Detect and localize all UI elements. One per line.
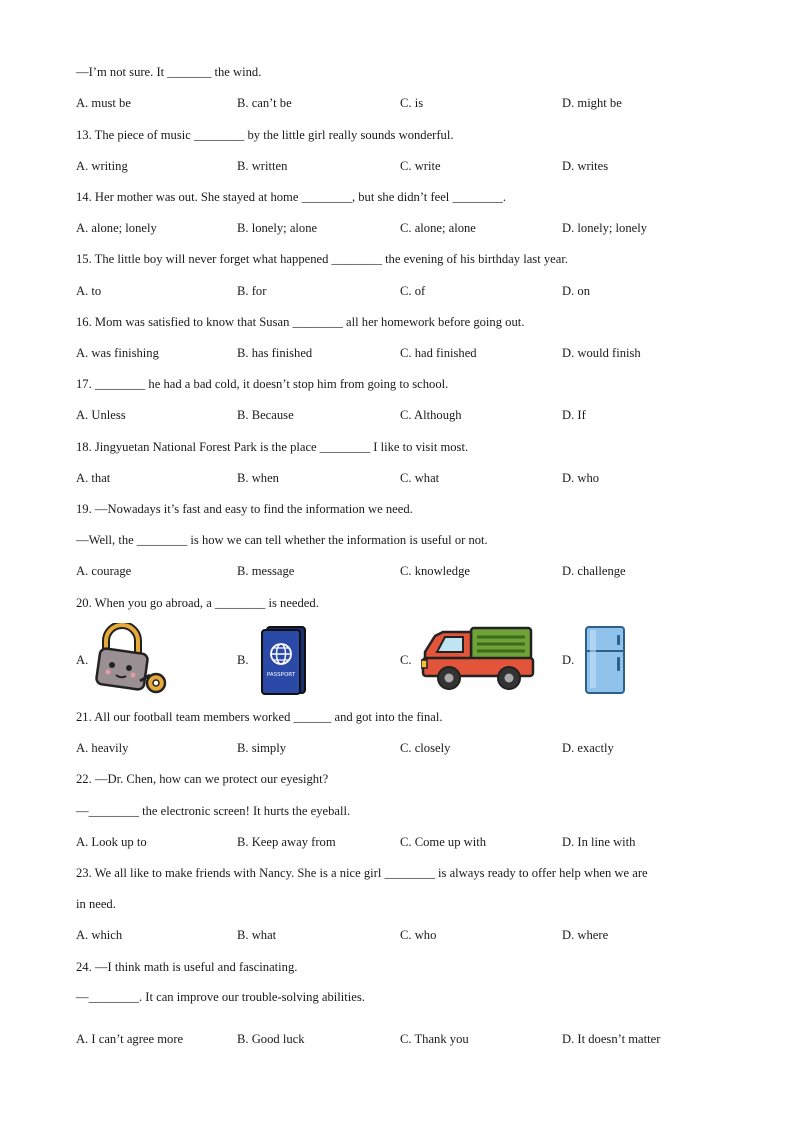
q20-stem: 20. When you go abroad, a ________ is needed. bbox=[76, 596, 319, 610]
q15-option-b: B. for bbox=[237, 284, 267, 298]
q16-stem: 16. Mom was satisfied to know that Susan ________ all her homework before going out. bbox=[76, 315, 525, 329]
q12-option-a: A. must be bbox=[76, 96, 131, 110]
q13-stem: 13. The piece of music ________ by the little girl really sounds wonderful. bbox=[76, 128, 454, 142]
q18-option-a: A. that bbox=[76, 471, 111, 485]
passport-icon bbox=[259, 624, 309, 696]
q15-stem: 15. The little boy will never forget what happened ________ the evening of his birthday last year. bbox=[76, 252, 568, 266]
q24-option-c: C. Thank you bbox=[400, 1032, 469, 1046]
q20-option-b: B. bbox=[237, 653, 249, 667]
q19-option-b: B. message bbox=[237, 564, 295, 578]
q18-option-d: D. who bbox=[562, 471, 600, 485]
padlock-key-icon bbox=[92, 623, 170, 697]
q20-option-c: C. bbox=[400, 653, 412, 667]
q24-option-d: D. It doesn’t matter bbox=[562, 1032, 661, 1046]
q22-option-b: B. Keep away from bbox=[237, 835, 336, 849]
q22-option-d: D. In line with bbox=[562, 835, 636, 849]
q18-option-c: C. what bbox=[400, 471, 440, 485]
q23-option-d: D. where bbox=[562, 928, 609, 942]
q19-option-a: A. courage bbox=[76, 564, 132, 578]
q19-stem: 19. —Nowadays it’s fast and easy to find the information we need. bbox=[76, 502, 413, 516]
q14-option-b: B. lonely; alone bbox=[237, 221, 318, 235]
q23-option-b: B. what bbox=[237, 928, 277, 942]
q17-option-a: A. Unless bbox=[76, 408, 126, 422]
q21-option-b: B. simply bbox=[237, 741, 286, 755]
q23-option-a: A. which bbox=[76, 928, 123, 942]
q22-option-c: C. Come up with bbox=[400, 835, 487, 849]
passport-cover-label: PASSPORT bbox=[266, 672, 296, 678]
q12-option-d: D. might be bbox=[562, 96, 622, 110]
q13-option-a: A. writing bbox=[76, 159, 128, 173]
q24-option-a: A. I can’t agree more bbox=[76, 1032, 184, 1046]
q15-option-c: C. of bbox=[400, 284, 426, 298]
q24-stem: 24. —I think math is useful and fascinating. bbox=[76, 960, 298, 974]
q12-option-b: B. can’t be bbox=[237, 96, 292, 110]
q16-option-a: A. was finishing bbox=[76, 346, 159, 360]
q23-line2: in need. bbox=[76, 897, 116, 911]
q22-line2: —________ the electronic screen! It hurts the eyeball. bbox=[76, 804, 351, 818]
q24-option-b: B. Good luck bbox=[237, 1032, 305, 1046]
q17-option-c: C. Although bbox=[400, 408, 462, 422]
q19-option-d: D. challenge bbox=[562, 564, 626, 578]
q18-stem: 18. Jingyuetan National Forest Park is the place ________ I like to visit most. bbox=[76, 440, 469, 454]
q13-option-b: B. written bbox=[237, 159, 288, 173]
q21-stem: 21. All our football team members worked ______ and got into the final. bbox=[76, 710, 443, 724]
q23-option-c: C. who bbox=[400, 928, 437, 942]
q18-option-b: B. when bbox=[237, 471, 279, 485]
q16-option-b: B. has finished bbox=[237, 346, 313, 360]
q14-option-d: D. lonely; lonely bbox=[562, 221, 647, 235]
truck-icon bbox=[421, 624, 537, 694]
q12-option-c: C. is bbox=[400, 96, 424, 110]
q23-stem: 23. We all like to make friends with Nancy. She is a nice girl ________ is always ready to offer help when we are bbox=[76, 866, 648, 880]
q22-stem: 22. —Dr. Chen, how can we protect our eyesight? bbox=[76, 772, 329, 786]
q13-option-c: C. write bbox=[400, 159, 441, 173]
q16-option-c: C. had finished bbox=[400, 346, 477, 360]
q24-line2: —________. It can improve our trouble-solving abilities. bbox=[76, 990, 365, 1004]
q14-option-c: C. alone; alone bbox=[400, 221, 476, 235]
q16-option-d: D. would finish bbox=[562, 346, 641, 360]
q21-option-a: A. heavily bbox=[76, 741, 129, 755]
q20-option-d: D. bbox=[562, 653, 575, 667]
q15-option-d: D. on bbox=[562, 284, 590, 298]
q13-option-d: D. writes bbox=[562, 159, 609, 173]
q21-option-c: C. closely bbox=[400, 741, 451, 755]
refrigerator-icon bbox=[582, 625, 628, 695]
q17-option-d: D. If bbox=[562, 408, 586, 422]
q19-line2: —Well, the ________ is how we can tell whether the information is useful or not. bbox=[76, 533, 488, 547]
q21-option-d: D. exactly bbox=[562, 741, 614, 755]
q17-option-b: B. Because bbox=[237, 408, 294, 422]
q20-option-a: A. bbox=[76, 653, 89, 667]
q14-option-a: A. alone; lonely bbox=[76, 221, 157, 235]
q15-option-a: A. to bbox=[76, 284, 102, 298]
q12-line2: —I’m not sure. It _______ the wind. bbox=[76, 65, 262, 79]
q22-option-a: A. Look up to bbox=[76, 835, 147, 849]
q14-stem: 14. Her mother was out. She stayed at home ________, but she didn’t feel ________. bbox=[76, 190, 506, 204]
q19-option-c: C. knowledge bbox=[400, 564, 470, 578]
q17-stem: 17. ________ he had a bad cold, it doesn’t stop him from going to school. bbox=[76, 377, 449, 391]
